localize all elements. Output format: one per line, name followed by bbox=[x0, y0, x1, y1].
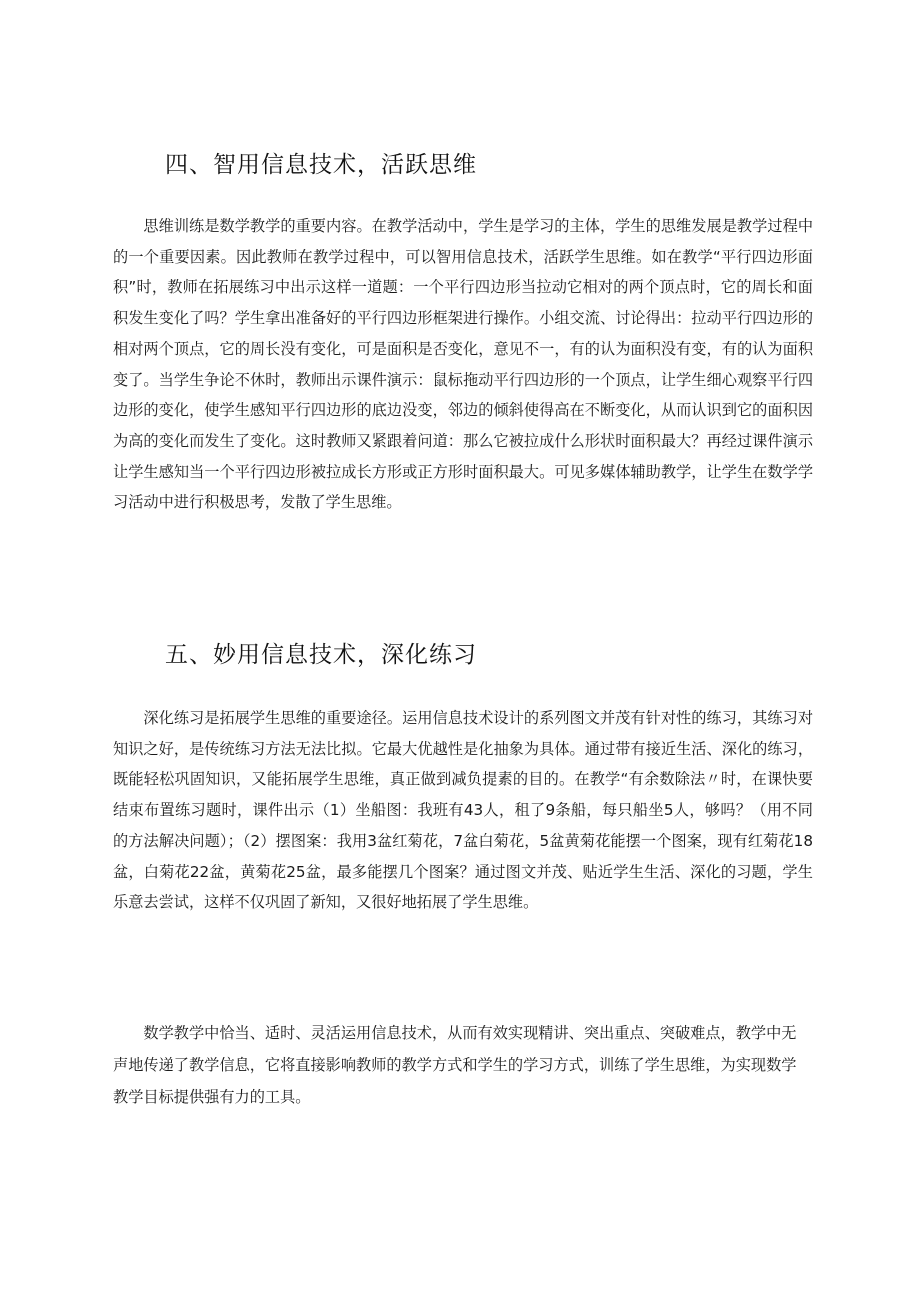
section-4-paragraph: 思维训练是数学教学的重要内容。在教学活动中，学生是学习的主体，学生的思维发展是教学过程中的一个重要因素。因此教师在教学过程中，可以智用信息技术，活跃学生思维。如在教学“平行四边形面积”时，教师在拓展练习中出示这样一道题：一个平行四边形当拉动它相对的两个顶点时，它的周长和面积发生变化了吗？学生拿出准备好的平行四边形框架进行操作。小组交流、讨论得出：拉动平行四边形的相对两个顶点，它的周长没有变化，可是面积是否变化，意见不一，有的认为面积没有变，有的认为面积变了。当学生争论不休时，教师出示课件演示：鼠标拖动平行四边形的一个顶点，让学生细心观察平行四边形的变化，使学生感知平行四边形的底边没变，邻边的倾斜使得高在不断变化，从而认识到它的面积因为高的变化而发生了变化。这时教师又紧跟着问道：那么它被拉成什么形状时面积最大？再经过课件演示让学生感知当一个平行四边形被拉成长方形或正方形时面积最大。可见多媒体辅助教学，让学生在数学学习活动中进行积极思考，发散了学生思维。 bbox=[113, 217, 813, 512]
section-4-heading: 四、智用信息技术，活跃思维 bbox=[165, 152, 477, 178]
conclusion-paragraph: 数学教学中恰当、适时、灵活运用信息技术，从而有效实现精讲、突出重点、突破难点，教学中无声地传递了教学信息，它将直接影响教师的教学方式和学生的学习方式，训练了学生思维，为实现数学教学目标提供强有力的工具。 bbox=[113, 1024, 797, 1106]
section-5-paragraph: 深化练习是拓展学生思维的重要途径。运用信息技术设计的系列图文并茂有针对性的练习，其练习对知识之好，是传统练习方法无法比拟。它最大优越性是化抽象为具体。通过带有接近生活、深化的练习，既能轻松巩固知识，又能拓展学生思维，真正做到减负提素的目的。在教学“有余数除法〃时，在课快要结束布置练习题时，课件出示（1）坐船图：我班有43人，租了9条船，每只船坐5人，够吗？（用不同的方法解决问题）；（2）摆图案：我用3盆红菊花，7盆白菊花，5盆黄菊花能摆一个图案，现有红菊花18盆，白菊花22盆，黄菊花25盆，最多能摆几个图案？通过图文并茂、贴近学生生活、深化的习题，学生乐意去尝试，这样不仅巩固了新知，又很好地拓展了学生思维。 bbox=[113, 709, 813, 912]
section-5-heading: 五、妙用信息技术，深化练习 bbox=[165, 642, 477, 668]
